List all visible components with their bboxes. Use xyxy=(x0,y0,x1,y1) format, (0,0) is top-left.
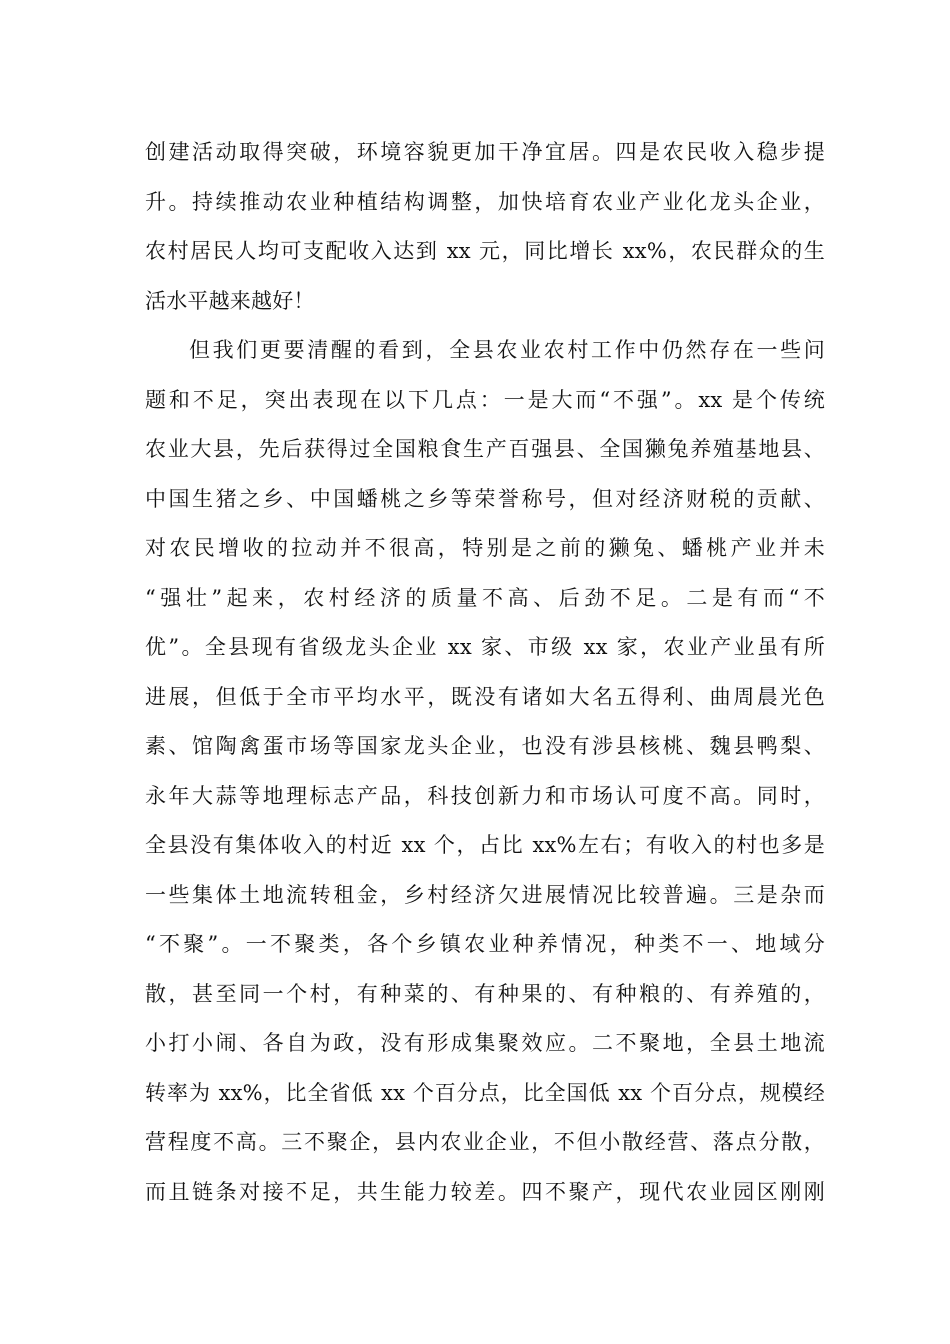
text-line: 一些集体土地流转租金，乡村经济欠进展情况比较普遍。三是杂而 xyxy=(145,882,825,907)
text-line: 农业大县，先后获得过全国粮食生产百强县、全国獭兔养殖基地县、 xyxy=(145,437,825,461)
text-line: “不聚”。一不聚类，各个乡镇农业种养情况，种类不一、地域分 xyxy=(145,932,825,956)
text-line: 农村居民人均可支配收入达到 xx 元，同比增长 xx%，农民群众的生 xyxy=(145,239,825,263)
text-line: 活水平越来越好！ xyxy=(145,288,315,313)
text-line: 对农民增收的拉动并不很高，特别是之前的獭兔、蟠桃产业并未 xyxy=(145,536,825,560)
text-line: 转率为 xx%，比全省低 xx 个百分点，比全国低 xx 个百分点，规模经 xyxy=(145,1080,825,1105)
text-line: 全县没有集体收入的村近 xx 个，占比 xx%左右；有收入的村也多是 xyxy=(145,833,825,857)
text-line: 中国生猪之乡、中国蟠桃之乡等荣誉称号，但对经济财税的贡献、 xyxy=(145,486,825,511)
text-line: 优”。全县现有省级龙头企业 xx 家、市级 xx 家，农业产业虽有所 xyxy=(145,635,825,659)
text-line: 素、馆陶禽蛋市场等国家龙头企业，也没有涉县核桃、魏县鸭梨、 xyxy=(145,734,825,758)
text-line: 散，甚至同一个村，有种菜的、有种果的、有种粮的、有养殖的， xyxy=(145,981,825,1006)
text-line: 题和不足，突出表现在以下几点：一是大而“不强”。xx 是个传统 xyxy=(145,387,825,412)
paragraph-start-line: 但我们更要清醒的看到，全县农业农村工作中仍然存在一些问 xyxy=(189,338,825,362)
text-line: 永年大蒜等地理标志产品，科技创新力和市场认可度不高。同时， xyxy=(145,783,825,808)
text-line: 营程度不高。三不聚企，县内农业企业，不但小散经营、落点分散， xyxy=(145,1130,825,1154)
text-line: 小打小闹、各自为政，没有形成集聚效应。二不聚地，全县土地流 xyxy=(145,1031,825,1055)
text-line: 而且链条对接不足，共生能力较差。四不聚产，现代农业园区刚刚 xyxy=(145,1179,825,1204)
text-line: 创建活动取得突破，环境容貌更加干净宜居。四是农民收入稳步提 xyxy=(145,140,825,164)
body-text xyxy=(145,128,825,1217)
text-line: “强壮”起来，农村经济的质量不高、后劲不足。二是有而“不 xyxy=(145,585,825,610)
text-line: 进展，但低于全市平均水平，既没有诸如大名五得利、曲周晨光色 xyxy=(145,684,825,709)
text-line: 升。持续推动农业种植结构调整，加快培育农业产业化龙头企业， xyxy=(145,189,825,214)
